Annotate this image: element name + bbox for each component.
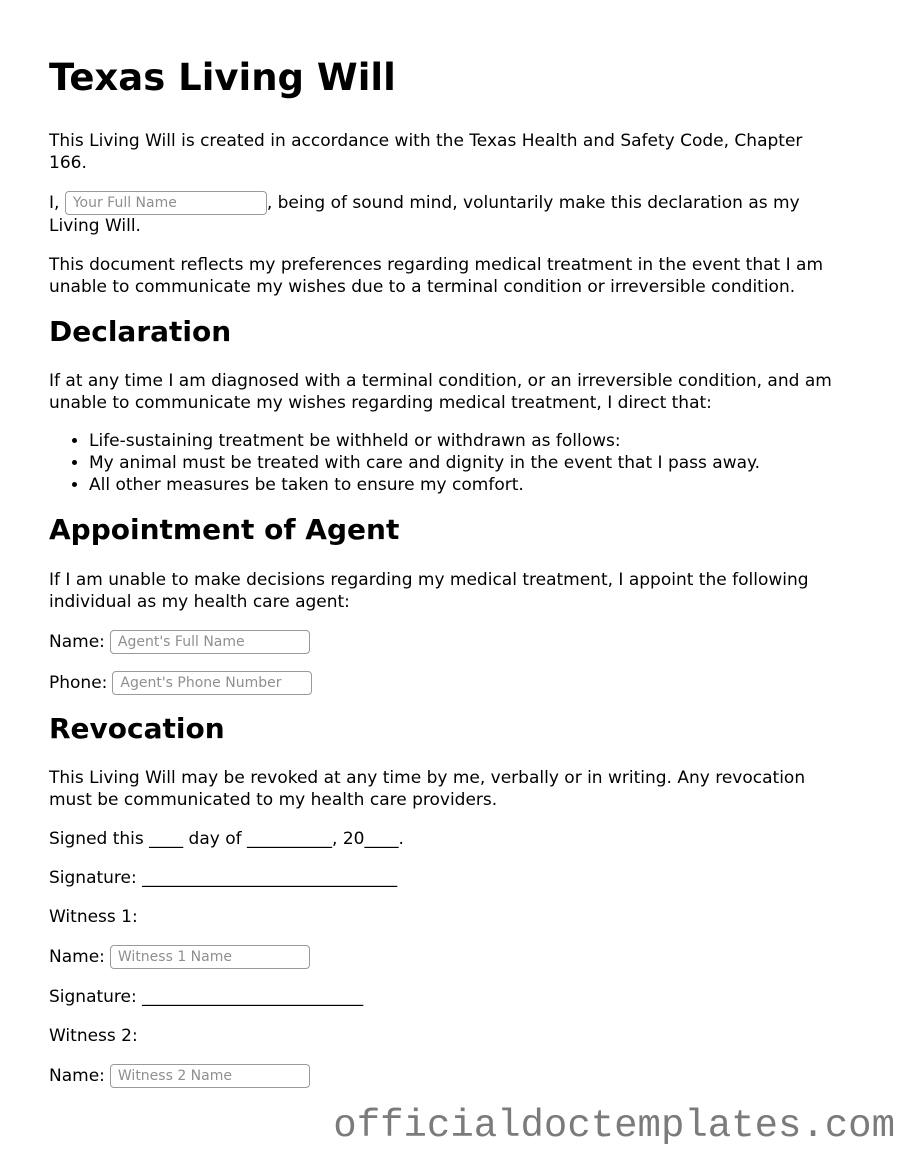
agent-heading: Appointment of Agent xyxy=(49,513,400,547)
declarant-paragraph xyxy=(49,191,839,237)
your-full-name-input[interactable] xyxy=(65,191,267,215)
witness1-signature-line: __________________________ xyxy=(142,987,364,1008)
intro-paragraph: This Living Will is created in accordance with the Texas Health and Safety Code, Chapter 166. xyxy=(49,130,803,173)
signed-date-line: Signed this ____ day of __________, 20____. xyxy=(49,829,404,850)
declaration-item: • My animal must be treated with care and dignity in the event that I pass away. xyxy=(89,453,839,475)
agent-intro: If I am unable to make decisions regarding my medical treatment, I appoint the following individual as my health care agent: xyxy=(49,569,809,612)
agent-phone-row xyxy=(49,671,839,695)
witness2-name-input[interactable] xyxy=(110,1064,310,1088)
agent-phone-label: Phone: xyxy=(49,672,108,693)
declaration-intro: If at any time I am diagnosed with a terminal condition, or an irreversible condition, and am unable to communicate my wishes regarding medical treatment, I direct that: xyxy=(49,371,832,414)
declaration-item: • All other measures be taken to ensure my comfort. xyxy=(89,475,839,497)
witness2-name-label: Name: xyxy=(49,1066,105,1087)
agent-name-row xyxy=(49,630,839,654)
agent-name-label: Name: xyxy=(49,631,105,652)
witness2-name-row xyxy=(49,1064,839,1088)
revocation-heading: Revocation xyxy=(49,711,225,745)
witness2-label: Witness 2: xyxy=(49,1026,138,1047)
declarant-suffix: , being of sound mind, voluntarily make this declaration as my Living Will. xyxy=(49,192,800,236)
witness1-name-row xyxy=(49,945,839,969)
declarant-prefix: I, xyxy=(49,192,65,213)
declaration-item: • Life-sustaining treatment be withheld or withdrawn as follows: xyxy=(89,431,839,453)
page-title: Texas Living Will xyxy=(49,56,396,99)
declaration-list xyxy=(49,431,839,496)
signature-row xyxy=(49,867,839,889)
witness1-name-label: Name: xyxy=(49,947,105,968)
agent-phone-input[interactable] xyxy=(112,671,312,695)
witness1-label: Witness 1: xyxy=(49,907,138,928)
signature-line: ______________________________ xyxy=(142,868,398,889)
witness1-name-input[interactable] xyxy=(110,945,310,969)
site-watermark: officialdoctemplates.com xyxy=(333,1104,895,1148)
declaration-heading: Declaration xyxy=(49,314,232,348)
purpose-paragraph: This document reflects my preferences regarding medical treatment in the event that I am unable to communicate my wishes due to a terminal condition or irreversible condition. xyxy=(49,254,823,297)
agent-name-input[interactable] xyxy=(110,630,310,654)
witness1-signature-label: Signature: xyxy=(49,987,143,1008)
revocation-intro: This Living Will may be revoked at any time by me, verbally or in writing. Any revocation must be communicated to my health care providers. xyxy=(49,768,806,811)
signature-label: Signature: xyxy=(49,868,143,889)
witness1-signature-row xyxy=(49,986,839,1008)
